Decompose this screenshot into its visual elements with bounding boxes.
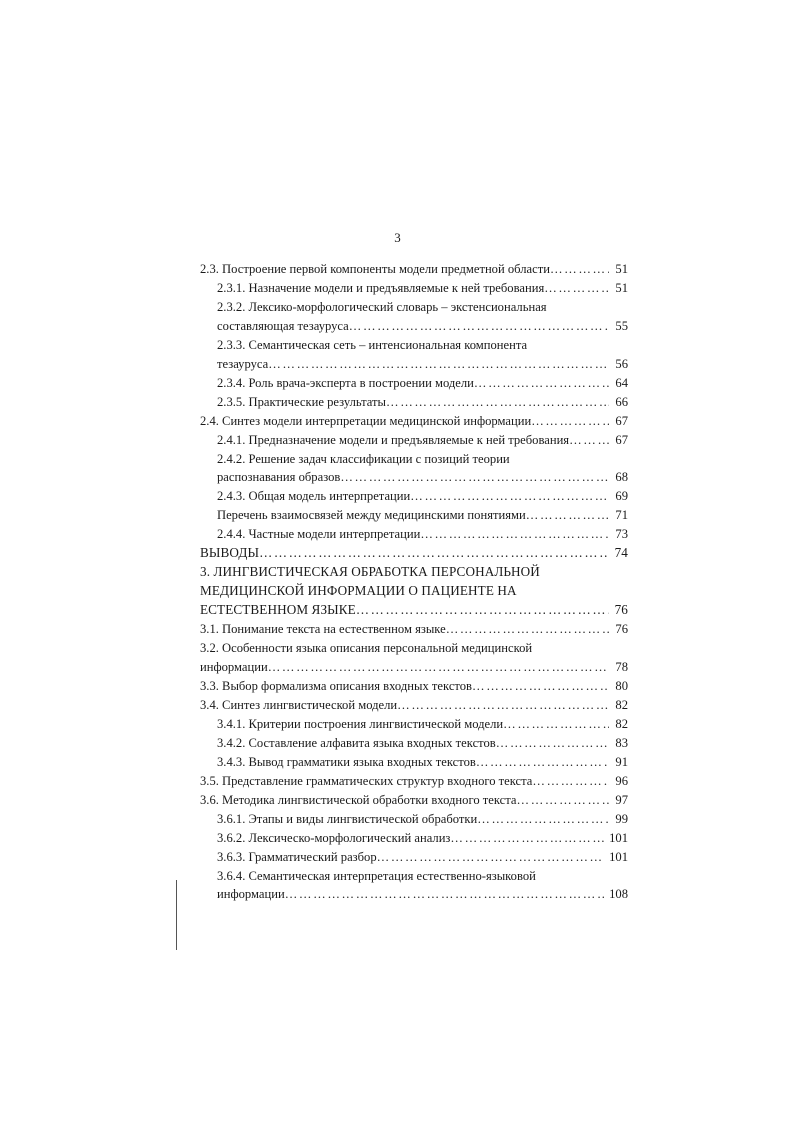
toc-entry <box>200 791 628 810</box>
toc-entry-title: Перечень взаимосвязей между медицинскими понятиями <box>217 508 526 523</box>
toc-entry-title: распознавания образов <box>217 470 341 485</box>
toc-entry-title: 3.6.3. Грамматический разбор <box>217 849 377 864</box>
toc-leader-dots <box>356 601 609 620</box>
toc-page-number: 76 <box>614 602 628 618</box>
toc-leader-dots <box>550 260 609 279</box>
toc-entry-title: 2.4. Синтез модели интерпретации медицинской информации <box>200 413 532 428</box>
toc-entry-title: составляющая тезауруса <box>217 318 349 333</box>
toc-entry-title: ЕСТЕСТВЕННОМ ЯЗЫКЕ <box>200 602 356 618</box>
toc-leader-dots <box>496 734 609 753</box>
toc-entry <box>200 734 628 753</box>
toc-entry-title: МЕДИЦИНСКОЙ ИНФОРМАЦИИ О ПАЦИЕНТЕ НА <box>200 583 517 599</box>
toc-entry <box>200 450 628 488</box>
toc-page-number: 74 <box>614 545 628 561</box>
toc-page-number: 69 <box>615 489 628 504</box>
toc-leader-dots <box>420 525 609 544</box>
toc-page-number: 82 <box>615 697 628 712</box>
toc-entry-title: 3.6.1. Этапы и виды лингвистической обработки <box>217 811 478 826</box>
toc-page-number: 64 <box>615 375 628 390</box>
toc-leader-dots <box>569 431 609 450</box>
toc-entry-title: 2.3. Построение первой компоненты модели предметной области <box>200 262 550 276</box>
toc-entry-title: 2.3.3. Семантическая сеть – интенсиональная компонента <box>217 337 528 352</box>
toc-page-number: 80 <box>615 678 628 693</box>
toc-leader-dots <box>377 848 604 867</box>
toc-entry-title: 3.2. Особенности языка описания персональной медицинской <box>200 641 533 656</box>
toc-entry <box>200 829 628 848</box>
toc-entry-title: 3.1. Понимание текста на естественном языке <box>200 622 446 637</box>
toc-leader-dots <box>476 753 609 772</box>
toc-entry-title: информации <box>200 660 268 675</box>
toc-entry-title: ВЫВОДЫ <box>200 545 260 561</box>
toc-entry-title: 3.4.1. Критерии построения лингвистической модели <box>217 716 504 731</box>
toc-page-number: 82 <box>615 716 628 731</box>
page-number: 3 <box>394 230 401 245</box>
toc-leader-dots <box>386 393 609 412</box>
toc-entry <box>200 260 628 279</box>
toc-page-number: 68 <box>615 470 628 485</box>
toc-leader-dots <box>517 791 610 810</box>
toc-page-number: 78 <box>615 660 628 675</box>
toc-entry <box>200 772 628 791</box>
toc-entry <box>200 487 628 506</box>
toc-entry <box>200 867 628 905</box>
toc-page-number: 51 <box>615 280 628 295</box>
toc-entry <box>200 810 628 829</box>
toc-entry-title: 3. ЛИНГВИСТИЧЕСКАЯ ОБРАБОТКА ПЕРСОНАЛЬНОЙ <box>200 564 540 580</box>
toc-leader-dots <box>474 374 609 393</box>
table-of-contents <box>200 260 628 904</box>
toc-entry-title: 3.4.2. Составление алфавита языка входных текстов <box>217 735 496 750</box>
toc-leader-dots <box>532 772 609 791</box>
toc-entry <box>200 298 628 336</box>
toc-leader-dots <box>285 885 604 904</box>
toc-entry-title: 3.5. Представление грамматических структур входного текста <box>200 773 533 788</box>
toc-leader-dots <box>268 355 609 374</box>
toc-entry-title: 3.4.3. Вывод грамматики языка входных текстов <box>217 754 476 769</box>
toc-leader-dots <box>410 487 609 506</box>
toc-page-number: 66 <box>615 394 628 409</box>
toc-entry-title: 3.6. Методика лингвистической обработки входного текста <box>200 792 517 807</box>
toc-entry <box>200 848 628 867</box>
toc-entry <box>200 677 628 696</box>
toc-page-number: 56 <box>615 356 628 371</box>
toc-page-number: 71 <box>615 508 628 523</box>
toc-entry-title: 3.4. Синтез лингвистической модели <box>200 697 398 712</box>
toc-entry <box>200 506 628 525</box>
toc-leader-dots <box>503 715 609 734</box>
toc-leader-dots <box>526 506 609 525</box>
margin-mark <box>176 880 177 950</box>
toc-page-number: 91 <box>615 754 628 769</box>
toc-entry-title: 3.6.2. Лексическо-морфологический анализ <box>217 830 451 845</box>
toc-leader-dots <box>268 658 609 677</box>
toc-page-number: 55 <box>615 318 628 333</box>
toc-page-number: 99 <box>615 811 628 826</box>
toc-entry-title: 3.6.4. Семантическая интерпретация естественно-языковой <box>217 868 536 883</box>
toc-page-number: 76 <box>615 622 628 637</box>
toc-entry-title: 2.4.4. Частные модели интерпретации <box>217 527 421 542</box>
toc-entry-title: информации <box>217 887 285 902</box>
toc-entry <box>200 563 628 620</box>
toc-entry-title: тезауруса <box>217 356 269 371</box>
toc-entry <box>200 431 628 450</box>
toc-entry <box>200 753 628 772</box>
toc-entry <box>200 715 628 734</box>
toc-leader-dots <box>397 696 609 715</box>
toc-entry <box>200 696 628 715</box>
toc-leader-dots <box>349 317 609 336</box>
toc-leader-dots <box>259 544 609 563</box>
toc-entry-title: 3.3. Выбор формализма описания входных текстов <box>200 678 472 693</box>
toc-entry-title: 2.4.3. Общая модель интерпретации <box>217 489 411 504</box>
toc-entry-title: 2.3.5. Практические результаты <box>217 394 387 409</box>
toc-entry <box>200 374 628 393</box>
toc-page-number: 97 <box>615 792 628 807</box>
toc-entry <box>200 336 628 374</box>
toc-page-number: 101 <box>609 830 628 845</box>
toc-page-number: 67 <box>615 413 628 428</box>
toc-leader-dots <box>544 279 609 298</box>
toc-page-number: 108 <box>609 887 628 902</box>
toc-page-number: 67 <box>615 432 628 447</box>
toc-entry <box>200 544 628 563</box>
toc-entry-title: 2.3.1. Назначение модели и предъявляемые к ней требования <box>217 280 545 295</box>
toc-leader-dots <box>477 810 609 829</box>
toc-entry <box>200 639 628 677</box>
toc-page-number: 73 <box>615 527 628 542</box>
toc-leader-dots <box>531 412 609 431</box>
toc-leader-dots <box>446 620 609 639</box>
toc-leader-dots <box>450 829 604 848</box>
toc-entry-title: 2.3.4. Роль врача-эксперта в построении модели <box>217 375 474 390</box>
toc-leader-dots <box>472 677 609 696</box>
toc-entry-title: 2.4.1. Предназначение модели и предъявляемые к ней требования <box>217 432 570 447</box>
toc-entry-title: 2.3.2. Лексико-морфологический словарь – экстенсиональная <box>217 299 547 314</box>
toc-page-number: 83 <box>615 735 628 750</box>
toc-entry <box>200 525 628 544</box>
toc-entry <box>200 412 628 431</box>
toc-entry-title: 2.4.2. Решение задач классификации с позиций теории <box>217 451 510 466</box>
toc-entry <box>200 620 628 639</box>
toc-page-number: 51 <box>615 262 628 276</box>
toc-entry <box>200 279 628 298</box>
toc-leader-dots <box>340 468 609 487</box>
toc-page-number: 96 <box>615 773 628 788</box>
toc-entry <box>200 393 628 412</box>
toc-page-number: 101 <box>609 849 628 864</box>
